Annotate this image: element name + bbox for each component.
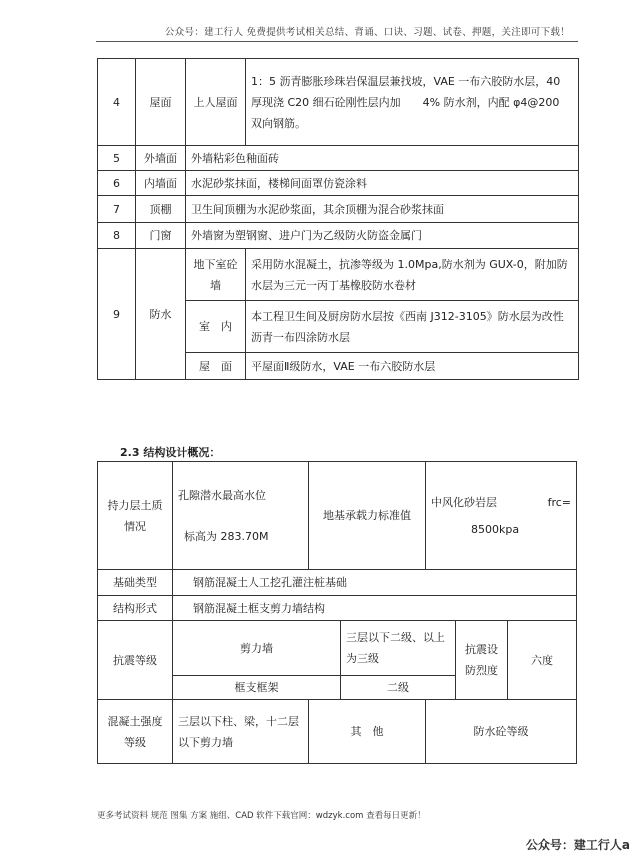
- shear-wall-grade: 三层以下二级、以上为三级: [341, 621, 456, 676]
- shear-wall-label: 剪力墙: [173, 621, 341, 676]
- row-label: 持力层土质情况: [98, 462, 173, 570]
- table-row: [98, 462, 577, 570]
- bearing-capacity-cell: [426, 462, 577, 570]
- seismic-intensity-value: 六度: [508, 621, 577, 700]
- row-description: 采用防水混凝土，抗渗等级为 1.0Mpa,防水剂为 GUX-0，附加防水层为三元一丙丁基橡胶防水卷材: [246, 249, 579, 301]
- row-description: 卫生间顶棚为水泥砂浆面，其余顶棚为混合砂浆抹面: [186, 196, 579, 223]
- row-number: 5: [98, 146, 136, 171]
- rock-layer: 中风化砂岩层: [431, 495, 498, 509]
- frc-label: frc=: [547, 495, 571, 509]
- row-number: 9: [98, 249, 136, 380]
- row-number: 8: [98, 223, 136, 249]
- row-number: 4: [98, 59, 136, 146]
- table-row: [98, 570, 577, 596]
- row-description: 外墙窗为塑钢窗、进户门为乙级防火防盗金属门: [186, 223, 579, 249]
- building-spec-table: [97, 58, 579, 380]
- table-row: [98, 196, 579, 223]
- concrete-grade-lower: 三层以下柱、梁，十二层以下剪力墙: [173, 700, 309, 764]
- row-label: 混凝土强度等级: [98, 700, 173, 764]
- row-subcategory: 室 内: [186, 301, 246, 353]
- row-description: 1：5 沥青膨胀珍珠岩保温层兼找坡，VAE 一布六胶防水层，40 厚现浇 C20 细石砼刚性层内加 4% 防水剂，内配 φ4@200 双向钢筋。: [246, 59, 579, 146]
- structure-design-table: [97, 461, 577, 764]
- section-title: 2.3 结构设计概况：: [120, 446, 221, 459]
- row-subcategory: 上人屋面: [186, 59, 246, 146]
- frame-label: 框支框架: [173, 676, 341, 700]
- water-level-cell: [173, 462, 309, 570]
- bearing-value: 8500kpa: [471, 522, 520, 536]
- waterproof-concrete-grade: 防水砼等级: [426, 700, 577, 764]
- row-category: 顶棚: [136, 196, 186, 223]
- row-subcategory: 地下室砼墙: [186, 249, 246, 301]
- water-level-label: 孔隙潜水最高水位: [178, 488, 266, 502]
- row-value: 钢筋混凝土人工挖孔灌注桩基础: [173, 570, 577, 596]
- footer-text: 更多考试资料 规范 图集 方案 施组、CAD 软件下载官网：wdzyk.com 查看每日更新！: [97, 811, 426, 821]
- row-label: 结构形式: [98, 596, 173, 621]
- bearing-capacity-label: 地基承载力标准值: [309, 462, 426, 570]
- water-level-value: 标高为 283.70M: [184, 529, 269, 543]
- row-description: 本工程卫生间及厨房防水层按《西南 J312-3105》防水层为改性沥青一布四涂防水层: [246, 301, 579, 353]
- row-value: 钢筋混凝土框支剪力墙结构: [173, 596, 577, 621]
- row-subcategory: 屋 面: [186, 353, 246, 380]
- table-row: [98, 621, 577, 676]
- row-category: 外墙面: [136, 146, 186, 171]
- header-divider: [96, 41, 578, 42]
- row-category: 屋面: [136, 59, 186, 146]
- row-description: 水泥砂浆抹面，楼梯间面罩仿瓷涂料: [186, 171, 579, 196]
- table-row: [98, 249, 579, 301]
- row-number: 7: [98, 196, 136, 223]
- table-row: [98, 700, 577, 764]
- row-category: 门窗: [136, 223, 186, 249]
- row-category: 内墙面: [136, 171, 186, 196]
- concrete-grade-other: 其 他: [309, 700, 426, 764]
- table-row: [98, 596, 577, 621]
- frame-grade: 二级: [341, 676, 456, 700]
- table-row: [98, 171, 579, 196]
- table-row: [98, 146, 579, 171]
- footer-brand: 公众号：建工行人a: [525, 838, 630, 852]
- page-header: 公众号：建工行人 免费提供考试相关总结、背诵、口诀、习题、试卷、押题，关注即可下载！: [164, 27, 570, 38]
- table-row: [98, 223, 579, 249]
- row-category: 防水: [136, 249, 186, 380]
- seismic-intensity-label: 抗震设防烈度: [456, 621, 508, 700]
- row-label: 基础类型: [98, 570, 173, 596]
- table-row: [98, 59, 579, 146]
- row-label: 抗震等级: [98, 621, 173, 700]
- row-description: 平屋面Ⅱ级防水，VAE 一布六胶防水层: [246, 353, 579, 380]
- row-number: 6: [98, 171, 136, 196]
- row-description: 外墙粘彩色釉面砖: [186, 146, 579, 171]
